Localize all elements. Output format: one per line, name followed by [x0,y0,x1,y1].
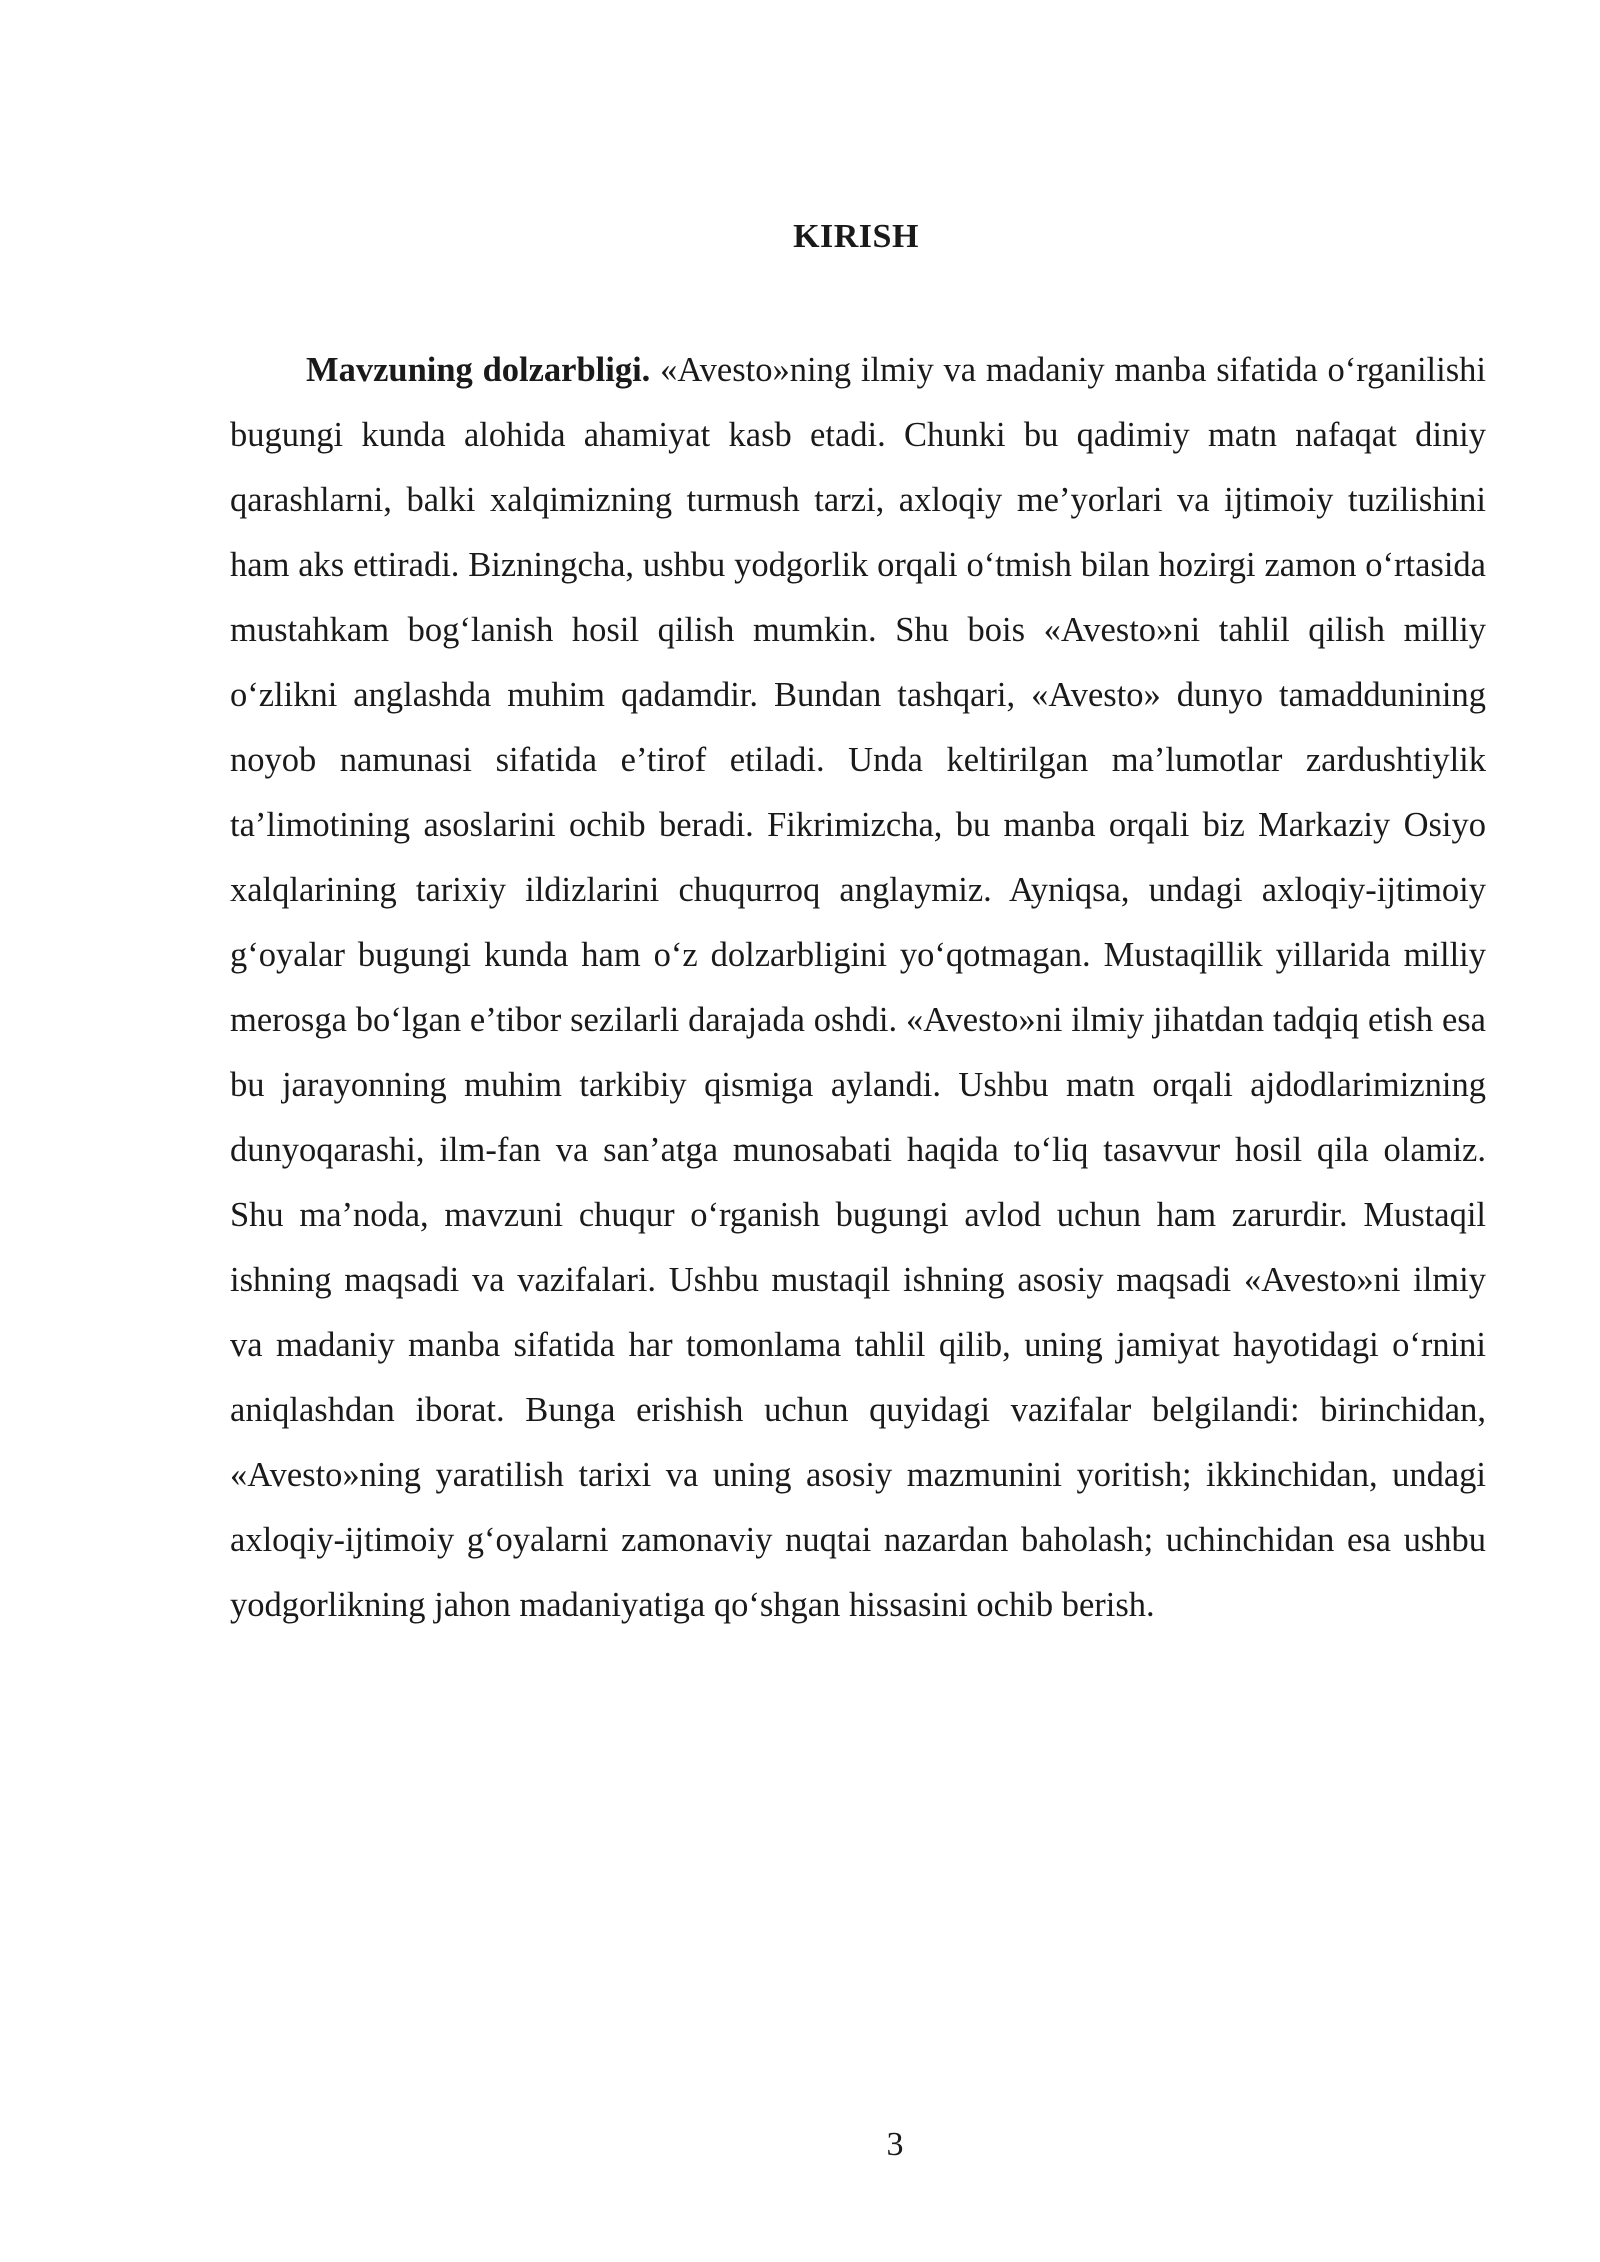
body-paragraph [230,338,1486,1638]
section-heading: KIRISH [793,218,919,255]
paragraph-lead: Mavzuning dolzarbligi. [306,351,651,389]
paragraph-text: «Avesto»ning ilmiy va madaniy manba sifatida o‘rganilishi bugungi kunda alohida ahamiyat kasb etadi. Chunki bu qadimiy matn nafaqat diniy qarashlarni, balki xalqimizning turmush tarzi, axloqiy me’yorlari va ijtimoiy tuzilishini ham aks ettiradi. Bizningcha, ushbu yodgorlik orqali o‘tmish bilan hozirgi zamon o‘rtasida mustahkam bog‘lanish hosil qilish mumkin. Shu bois «Avesto»ni tahlil qilish milliy o‘zlikni anglashda muhim qadamdir. Bundan tashqari, «Avesto» dunyo tamaddunining noyob namunasi sifatida e’tirof etiladi. Unda keltirilgan ma’lumotlar zardushtiylik ta’limotining asoslarini ochib beradi. Fikrimizcha, bu manba orqali biz Markaziy Osiyo xalqlarining tarixiy ildizlarini chuqurroq anglaymiz. Ayniqsa, undagi axloqiy-ijtimoiy g‘oyalar bugungi kunda ham o‘z dolzarbligini yo‘qotmagan. Mustaqillik yillarida milliy merosga bo‘lgan e’tibor sezilarli darajada oshdi. «Avesto»ni ilmiy jihatdan tadqiq etish esa bu jarayonning muhim tarkibiy qismiga aylandi. Ushbu matn orqali ajdodlarimizning dunyoqarashi, ilm-fan va san’atga munosabati haqida to‘liq tasavvur hosil qila olamiz. Shu ma’noda, mavzuni chuqur o‘rganish bugungi avlod uchun ham zarurdir. Mustaqil ishning maqsadi va vazifalari. Ushbu mustaqil ishning asosiy maqsadi «Avesto»ni ilmiy va madaniy manba sifatida har tomonlama tahlil qilib, uning jamiyat hayotidagi o‘rnini aniqlashdan iborat. Bunga erishish uchun quyidagi vazifalar belgilandi: birinchidan, «Avesto»ning yaratilish tarixi va uning asosiy mazmunini yoritish; ikkinchidan, undagi axloqiy-ijtimoiy g‘oyalarni zamonaviy nuqtai nazardan baholash; uchinchidan esa ushbu yodgorlikning jahon madaniyatiga qo‘shgan hissasini ochib berish. [230,351,1486,1624]
page-number: 3 [886,2126,904,2163]
